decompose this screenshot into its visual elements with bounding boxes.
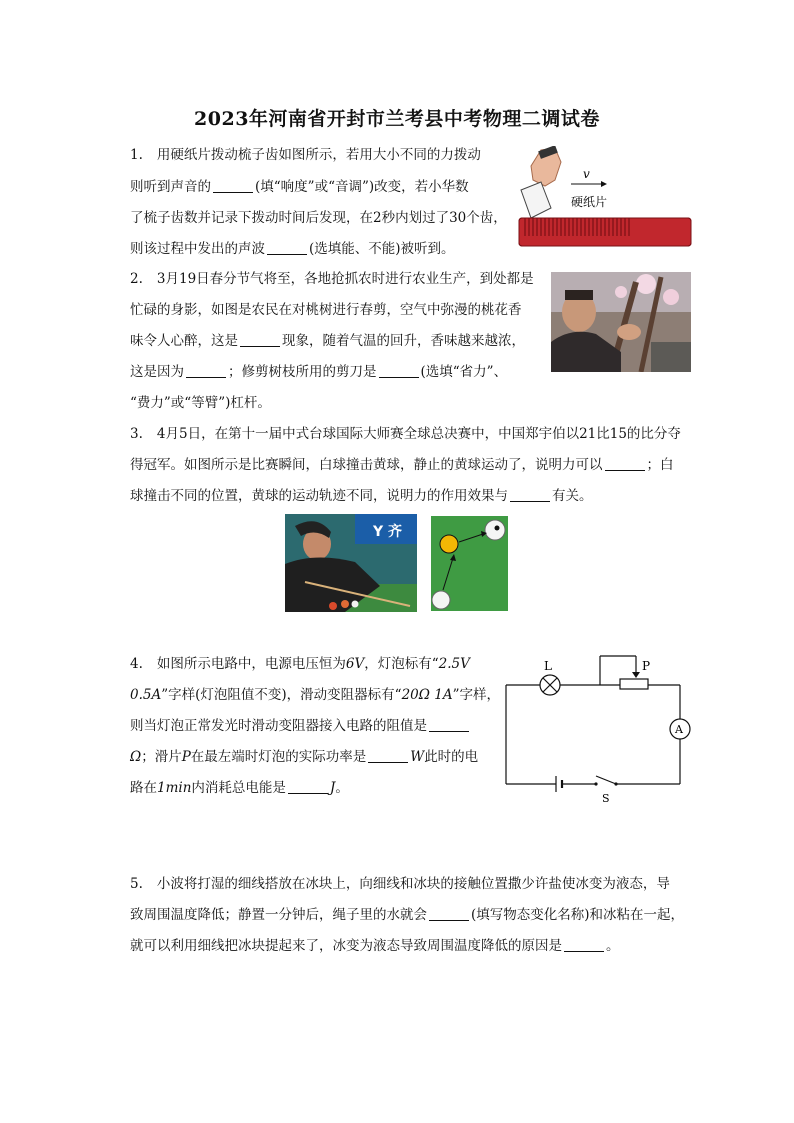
- question-text: 小波将打湿的细线搭放在冰块上，向细线和冰块的接触位置撒少许盐使冰变为液态，导: [156, 876, 670, 892]
- question-text: 则当灯泡正常发光时滑动变阻器接入电路的阻值是: [130, 718, 427, 734]
- question-text: ，灯泡标有“: [364, 656, 439, 672]
- question-text: 致周围温度降低；静置一分钟后，绳子里的水就会: [130, 907, 427, 923]
- answer-blank[interactable]: [605, 457, 645, 471]
- question-text: 。: [606, 938, 620, 954]
- math-value: Ω: [130, 749, 142, 765]
- rheostat-symbol: [620, 679, 648, 689]
- question-text: 球撞击不同的位置，黄球的运动轨迹不同，说明力的作用效果与: [130, 488, 508, 504]
- question-text: 在最左端时灯泡的实际功率是: [190, 749, 367, 765]
- answer-blank[interactable]: [510, 488, 550, 502]
- ammeter-label: A: [675, 723, 683, 736]
- question-text: 则该过程中发出的声波: [130, 241, 265, 257]
- question-number: 2.: [130, 271, 143, 287]
- question-text: 忙碌的身影，如图是农民在对桃树进行春剪，空气中弥漫的桃花香: [130, 302, 522, 318]
- question-text: 就可以利用细线把冰块提起来了，冰变为液态导致周围温度降低的原因是: [130, 938, 562, 954]
- question-text: 内消耗总电能是: [191, 780, 286, 796]
- question-text: 这是因为: [130, 364, 184, 380]
- circuit-diagram: [498, 652, 698, 808]
- billiard-balls-diagram: [431, 516, 508, 611]
- question-text: 4月5日，在第十一届中式台球国际大师赛全球总决赛中，中国郑宇伯以21比15的比分夺: [156, 426, 681, 442]
- question-text: 得冠军。如图所示是比赛瞬间，白球撞击黄球，静止的黄球运动了，说明力可以: [130, 457, 603, 473]
- comb-figure: [515, 146, 693, 250]
- question-text: ；白: [646, 457, 674, 473]
- question-number: 1.: [130, 147, 143, 163]
- question-text: 此时的电: [424, 749, 479, 765]
- question-text: 有关。: [552, 488, 593, 504]
- question-text: 则听到声音的: [130, 179, 211, 195]
- card-label: 硬纸片: [571, 195, 608, 209]
- page-title: 2023年河南省开封市兰考县中考物理二调试卷: [194, 108, 600, 130]
- answer-blank[interactable]: [379, 364, 419, 378]
- question-text: (选填能、不能)被听到。: [309, 241, 455, 257]
- answer-blank[interactable]: [429, 718, 469, 732]
- question-text: 3月19日春分节气将至，各地抢抓农时进行农业生产，到处都是: [156, 271, 534, 287]
- math-value: W: [410, 749, 425, 765]
- question-number: 3.: [130, 426, 143, 442]
- question-number: 5.: [130, 876, 143, 892]
- math-value: 20Ω 1A: [401, 687, 453, 703]
- slider-label: P: [642, 659, 651, 673]
- question-text: (填“响度”或“音调”)改变，若小华数: [255, 179, 469, 195]
- answer-blank[interactable]: [267, 241, 307, 255]
- math-value: 2.5V: [438, 656, 470, 672]
- question-text: 如图所示电路中，电源电压恒为: [156, 656, 346, 672]
- math-value: 0.5A: [130, 687, 162, 703]
- question-text: 。: [335, 780, 349, 796]
- answer-blank[interactable]: [429, 907, 469, 921]
- math-value: J: [329, 780, 336, 796]
- answer-blank[interactable]: [564, 938, 604, 952]
- question-number: 4.: [130, 656, 143, 672]
- answer-blank[interactable]: [288, 780, 328, 794]
- answer-blank[interactable]: [368, 749, 408, 763]
- comb-teeth: [525, 218, 629, 236]
- answer-blank[interactable]: [213, 179, 253, 193]
- math-value: 6V: [345, 656, 365, 672]
- banner-text: Y 齐: [373, 524, 403, 540]
- question-text: 用硬纸片拨动梳子齿如图所示，若用大小不同的力拨动: [156, 147, 481, 163]
- question-text: (选填“省力”、: [420, 364, 508, 380]
- velocity-label: v: [583, 167, 590, 181]
- question-text: 路在: [130, 780, 157, 796]
- answer-blank[interactable]: [240, 333, 280, 347]
- question-text: ”字样，: [452, 687, 500, 703]
- question-text: ；滑片: [141, 749, 182, 765]
- question-text: (填写物态变化名称)和冰粘在一起，: [471, 907, 685, 923]
- question-text: 了梳子齿数并记录下拨动时间后发现，在2秒内划过了30个齿，: [130, 210, 507, 226]
- math-value: 1min: [157, 780, 192, 796]
- math-value: P: [181, 749, 191, 765]
- billiards-player-photo: [285, 514, 417, 612]
- switch-label: S: [602, 792, 610, 805]
- question-text: “费力”或“等臂”)杠杆。: [130, 395, 271, 411]
- question-text: ”字样(灯泡阻值不变)，滑动变阻器标有“: [161, 687, 402, 703]
- question-text: ；修剪树枝所用的剪刀是: [228, 364, 377, 380]
- question-text: 味令人心醉，这是: [130, 333, 238, 349]
- question-text: 现象，随着气温的回升，香味越来越浓，: [282, 333, 525, 349]
- answer-blank[interactable]: [186, 364, 226, 378]
- farmer-pruning-photo: [551, 272, 691, 372]
- lamp-label: L: [544, 659, 552, 673]
